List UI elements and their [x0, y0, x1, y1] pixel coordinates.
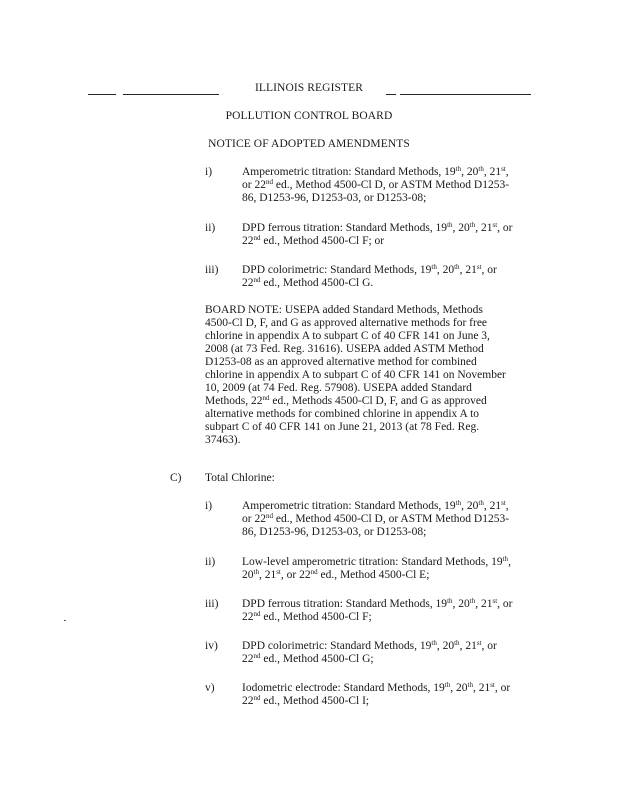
ordinal-suffix: st — [492, 597, 498, 605]
text-line: 20th, 21st, or 22nd ed., Method 4500-Cl E; — [242, 568, 430, 581]
text-line: chlorine in appendix A to subpart C of 40 CFR 141 on November — [205, 369, 506, 381]
ordinal-suffix: th — [454, 263, 460, 271]
item-text — [242, 264, 497, 290]
ordinal-suffix: th — [253, 568, 259, 576]
ordinal-suffix: th — [431, 263, 437, 271]
ordinal-suffix: st — [276, 568, 281, 576]
text-line: Amperometric titration: Standard Methods, 19th, 20th, 21st, — [242, 165, 509, 178]
item-label: ii) — [205, 556, 216, 568]
ordinal-suffix: th — [469, 597, 476, 605]
item-label: iv) — [205, 640, 218, 652]
ordinal-suffix: nd — [253, 610, 261, 618]
ordinal-suffix: st — [476, 639, 482, 647]
item-text — [242, 166, 509, 205]
item-label: iii) — [205, 264, 219, 276]
text-line: 86, D1253-96, D1253-03, or D1253-08; — [242, 192, 427, 204]
item-label: v) — [205, 682, 215, 694]
text-line: 22nd ed., Method 4500-Cl G. — [242, 276, 374, 289]
text-line: Amperometric titration: Standard Methods, 19th, 20th, 21st, — [242, 499, 509, 512]
text-line: or 22nd ed., Method 4500-Cl D, or ASTM Method D1253- — [242, 178, 510, 191]
ordinal-suffix: nd — [253, 652, 261, 660]
notice-title: NOTICE OF ADOPTED AMENDMENTS — [208, 138, 410, 150]
section-c-label: C) — [170, 472, 182, 484]
item-text — [242, 500, 509, 539]
text-line: D1253-08 as an approved alternative method for combined — [205, 356, 477, 368]
board-name: POLLUTION CONTROL BOARD — [225, 110, 393, 122]
ordinal-suffix: nd — [253, 694, 261, 702]
item-label: ii) — [205, 222, 216, 234]
ordinal-suffix: th — [467, 681, 473, 689]
ordinal-suffix: nd — [262, 394, 270, 402]
text-line: Iodometric electrode: Standard Methods, 19th, 20th, 21st, or — [242, 681, 511, 694]
text-line: 22nd ed., Method 4500-Cl F; or — [242, 234, 385, 247]
text-line: DPD colorimetric: Standard Methods, 19th, 20th, 21st, or — [242, 263, 497, 276]
ordinal-suffix: th — [444, 681, 451, 689]
register-title: ILLINOIS REGISTER — [254, 82, 364, 94]
text-line: subpart C of 40 CFR 141 on June 21, 2013 (at 78 Fed. Reg. — [205, 421, 480, 433]
header-rule-right-short — [386, 94, 396, 95]
ordinal-suffix: nd — [253, 234, 261, 242]
ordinal-suffix: nd — [265, 178, 273, 186]
ordinal-suffix: st — [476, 263, 482, 271]
text-line: 86, D1253-96, D1253-03, or D1253-08; — [242, 526, 427, 538]
ordinal-suffix: th — [454, 639, 460, 647]
text-line: 22nd ed., Method 4500-Cl F; — [242, 610, 372, 623]
text-line: DPD ferrous titration: Standard Methods, 19th, 20th, 21st, or — [242, 597, 513, 610]
item-label: iii) — [205, 598, 219, 610]
text-line: 22nd ed., Method 4500-Cl I; — [242, 694, 370, 707]
ordinal-suffix: nd — [310, 568, 318, 576]
ordinal-suffix: th — [431, 639, 437, 647]
ordinal-suffix: st — [501, 165, 506, 173]
text-line: DPD ferrous titration: Standard Methods, 19th, 20th, 21st, or — [242, 221, 513, 234]
item-text — [242, 556, 511, 582]
text-line: chlorine in appendix A to subpart C of 40 CFR 141 on June 3, — [205, 330, 490, 342]
ordinal-suffix: th — [502, 555, 509, 563]
ordinal-suffix: st — [490, 681, 495, 689]
header-rule-right — [400, 94, 531, 95]
text-line: BOARD NOTE: USEPA added Standard Methods, Methods — [205, 304, 483, 316]
text-line: alternative methods for combined chlorine in appendix A to — [205, 408, 480, 420]
ordinal-suffix: th — [455, 165, 462, 173]
section-c-heading: Total Chlorine: — [205, 472, 275, 484]
item-text — [242, 682, 510, 708]
ordinal-suffix: th — [478, 165, 484, 173]
text-line: 2008 (at 73 Fed. Reg. 31616). USEPA added ASTM Method — [205, 343, 484, 355]
text-line: 4500-Cl D, F, and G as approved alternative methods for free — [205, 317, 488, 329]
text-line: 37463). — [205, 434, 241, 446]
item-label: i) — [205, 166, 213, 178]
item-text — [242, 598, 512, 624]
item-label: i) — [205, 500, 213, 512]
text-line: DPD colorimetric: Standard Methods, 19th, 20th, 21st, or — [242, 639, 497, 652]
ordinal-suffix: th — [447, 221, 453, 229]
text-line: or 22nd ed., Method 4500-Cl D, or ASTM Method D1253- — [242, 512, 510, 525]
text-line: 10, 2009 (at 74 Fed. Reg. 57908). USEPA added Standard — [205, 382, 472, 394]
ordinal-suffix: th — [478, 499, 484, 507]
item-text — [242, 222, 512, 248]
text-line: Low-level amperometric titration: Standard Methods, 19th, — [242, 555, 511, 568]
item-text — [242, 640, 497, 666]
ordinal-suffix: th — [469, 221, 476, 229]
ordinal-suffix: nd — [265, 512, 273, 520]
ordinal-suffix: st — [492, 221, 498, 229]
text-line: 22nd ed., Method 4500-Cl G; — [242, 652, 374, 665]
scan-speck — [64, 620, 66, 621]
ordinal-suffix: th — [447, 597, 453, 605]
ordinal-suffix: st — [501, 499, 506, 507]
ordinal-suffix: th — [455, 499, 462, 507]
ordinal-suffix: nd — [253, 276, 261, 284]
text-line: Methods, 22nd ed., Methods 4500-Cl D, F, and G as approved — [205, 394, 487, 407]
board-note — [205, 304, 506, 447]
